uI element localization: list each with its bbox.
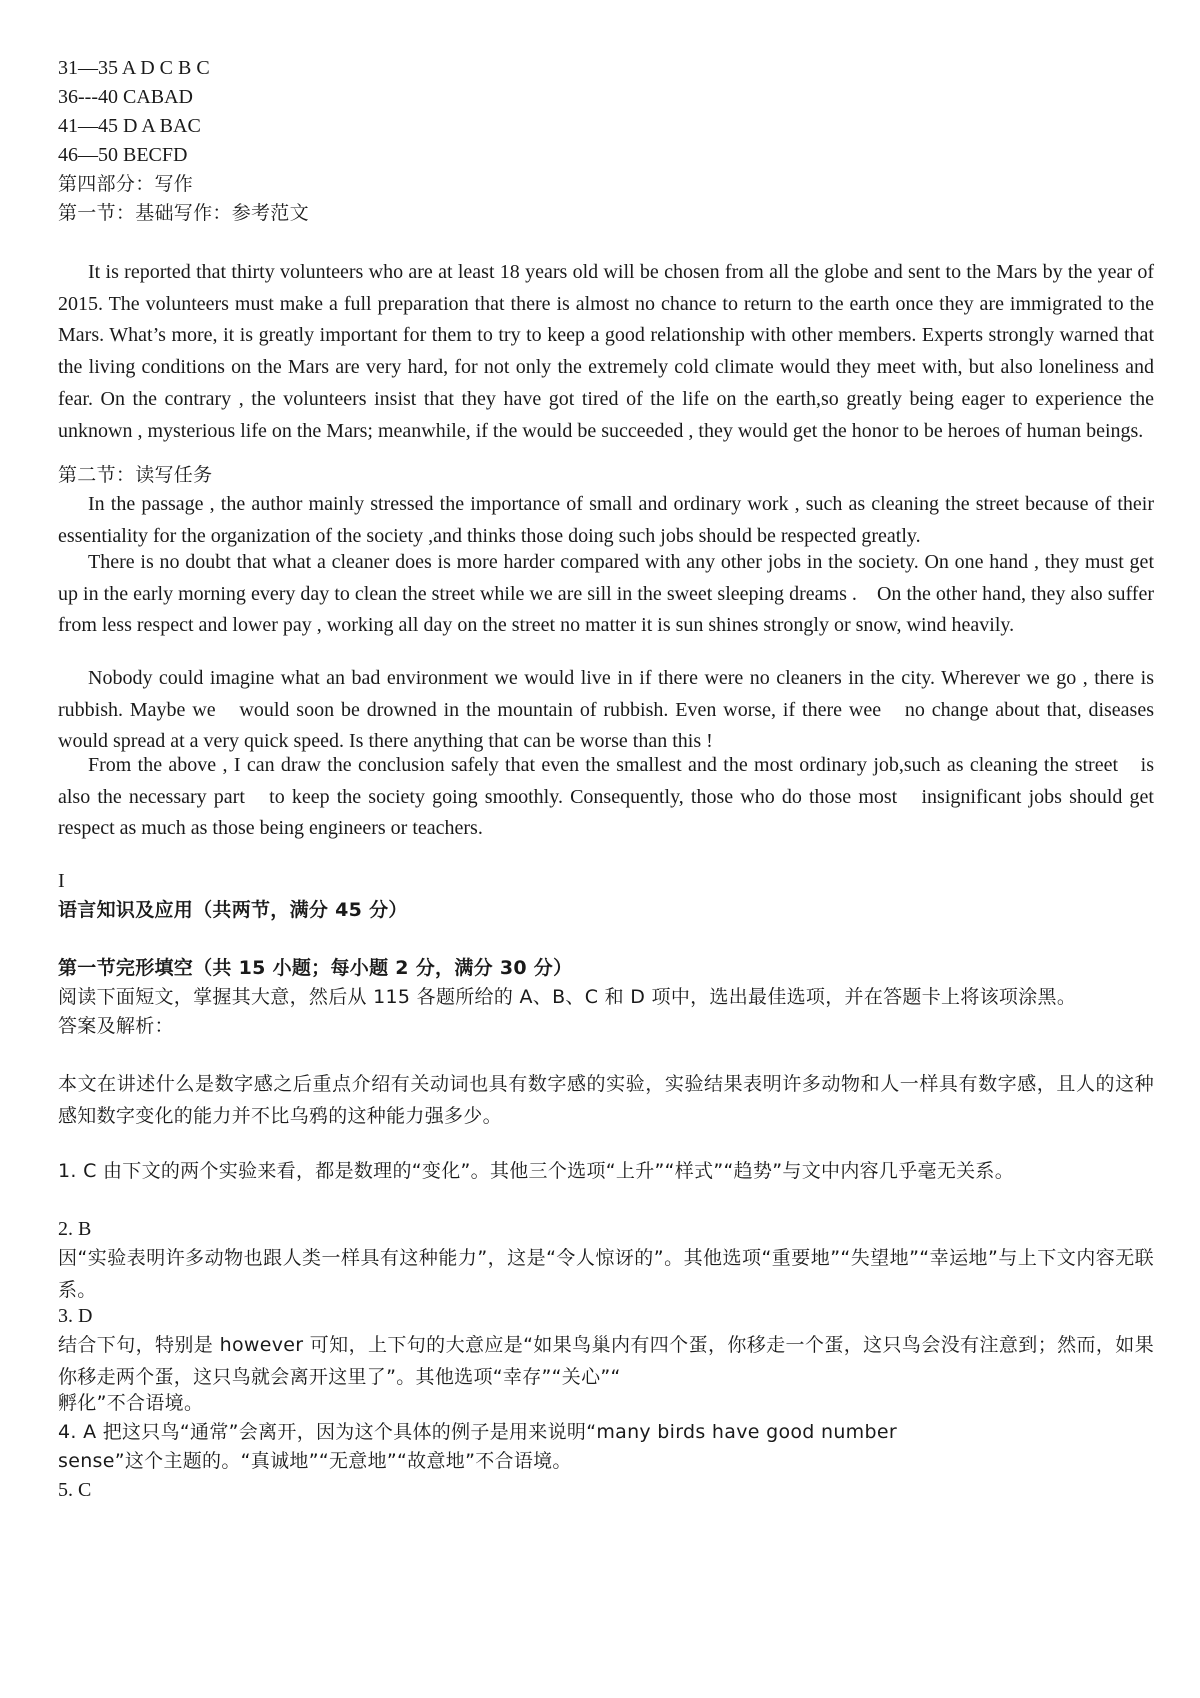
answer-item-head: 4. A 把这只鸟“通常”会离开，因为这个具体的例子是用来说明“many birds have good number (58, 1421, 897, 1443)
answer-item-explanation: 结合下句，特别是 however 可知，上下句的大意应是“如果鸟巢内有四个蛋，你移走一个蛋，这只鸟会没有注意到；然而，如果你移走两个蛋，这只鸟就会离开这里了”。其他选项“幸存”“关心”“ (58, 1334, 1154, 1388)
section-marker: I (58, 870, 65, 892)
essay-paragraph: In the passage , the author mainly stressed the importance of small and ordinary work , such as cleaning the street because of their essentiality for the organization of the society ,and thinks those doing such jobs should be respected greatly. (58, 493, 1154, 547)
answer-item-explanation: sense”这个主题的。“真诚地”“无意地”“故意地”不合语境。 (58, 1450, 572, 1472)
model-essay-paragraph: It is reported that thirty volunteers who are at least 18 years old will be chosen from all the globe and sent to the Mars by the year of 2015. The volunteers must make a full preparation that there is almost no chance to return to the earth once they are immigrated to the Mars. What’s more, it is greatly important for them to try to keep a good relationship with other members. Experts strongly warned that the living conditions on the Mars are very hard, for not only the extremely cold climate would they meet with, but also loneliness and fear. On the contrary , the volunteers insist that they have got tired of the life on the earth,so greatly being eager to experience the unknown , mysterious life on the Mars; meanwhile, if the would be succeeded , they would get the honor to be heroes of human beings. (58, 261, 1154, 442)
answer-item-head: 2. B (58, 1218, 92, 1240)
answer-key-line: 36---40 CABAD (58, 86, 193, 108)
part-title: 第四部分：写作 (58, 173, 194, 195)
answer-item-explanation: 因“实验表明许多动物也跟人类一样具有这种能力”，这是“令人惊讶的”。其他选项“重要地”“失望地”“幸运地”与上下文内容无联系。 (58, 1247, 1154, 1301)
section2-title: 第二节：读写任务 (58, 464, 213, 486)
answers-heading: 答案及解析： (58, 1015, 174, 1037)
essay-paragraph: There is no doubt that what a cleaner does is more harder compared with any other jobs in the society. On one hand , they must get up in the early morning every day to clean the street while we are sill in the sweet sleeping dreams . On the other hand, they also suffer from less respect and lower pay , working all day on the street no matter it is sun shines strongly or snow, wind heavily. (58, 551, 1154, 637)
essay-paragraph: Nobody could imagine what an bad environment we would live in if there were no cleaners in the city. Wherever we go , there is rubbish. Maybe we would soon be drowned in the mountain of rubbish. Even worse, if there wee no change about that, diseases would spread at a very quick speed. Is there anything that can be worse than this ! (58, 667, 1154, 753)
answer-key-line: 31—35 A D C B C (58, 57, 210, 79)
answer-key-line: 46—50 BECFD (58, 144, 188, 166)
answer-key-line: 41—45 D A BAC (58, 115, 201, 137)
language-section-title: 语言知识及应用（共两节，满分 45 分） (58, 899, 408, 921)
cloze-title: 第一节完形填空（共 15 小题；每小题 2 分，满分 30 分） (58, 957, 573, 979)
cloze-instruction: 阅读下面短文，掌握其大意，然后从 115 各题所给的 A、B、C 和 D 项中，选出最佳选项，并在答题卡上将该项涂黑。 (58, 986, 1077, 1008)
answer-item-head: 3. D (58, 1305, 93, 1327)
answer-item: 1. C 由下文的两个实验来看，都是数理的“变化”。其他三个选项“上升”“样式”“趋势”与文中内容几乎毫无关系。 (58, 1160, 1015, 1182)
answer-item-head: 5. C (58, 1479, 92, 1501)
passage-summary: 本文在讲述什么是数字感之后重点介绍有关动词也具有数字感的实验，实验结果表明许多动物和人一样具有数字感，且人的这种感知数字变化的能力并不比乌鸦的这种能力强多少。 (58, 1073, 1154, 1127)
section1-title: 第一节：基础写作：参考范文 (58, 202, 309, 224)
answer-item-explanation-cont: 孵化”不合语境。 (58, 1392, 204, 1414)
essay-paragraph: From the above , I can draw the conclusion safely that even the smallest and the most ordinary job,such as cleaning the street is also the necessary part to keep the society going smoothly. Consequently, those who do those most insignificant jobs should get respect as much as those being engineers or teachers. (58, 754, 1154, 840)
